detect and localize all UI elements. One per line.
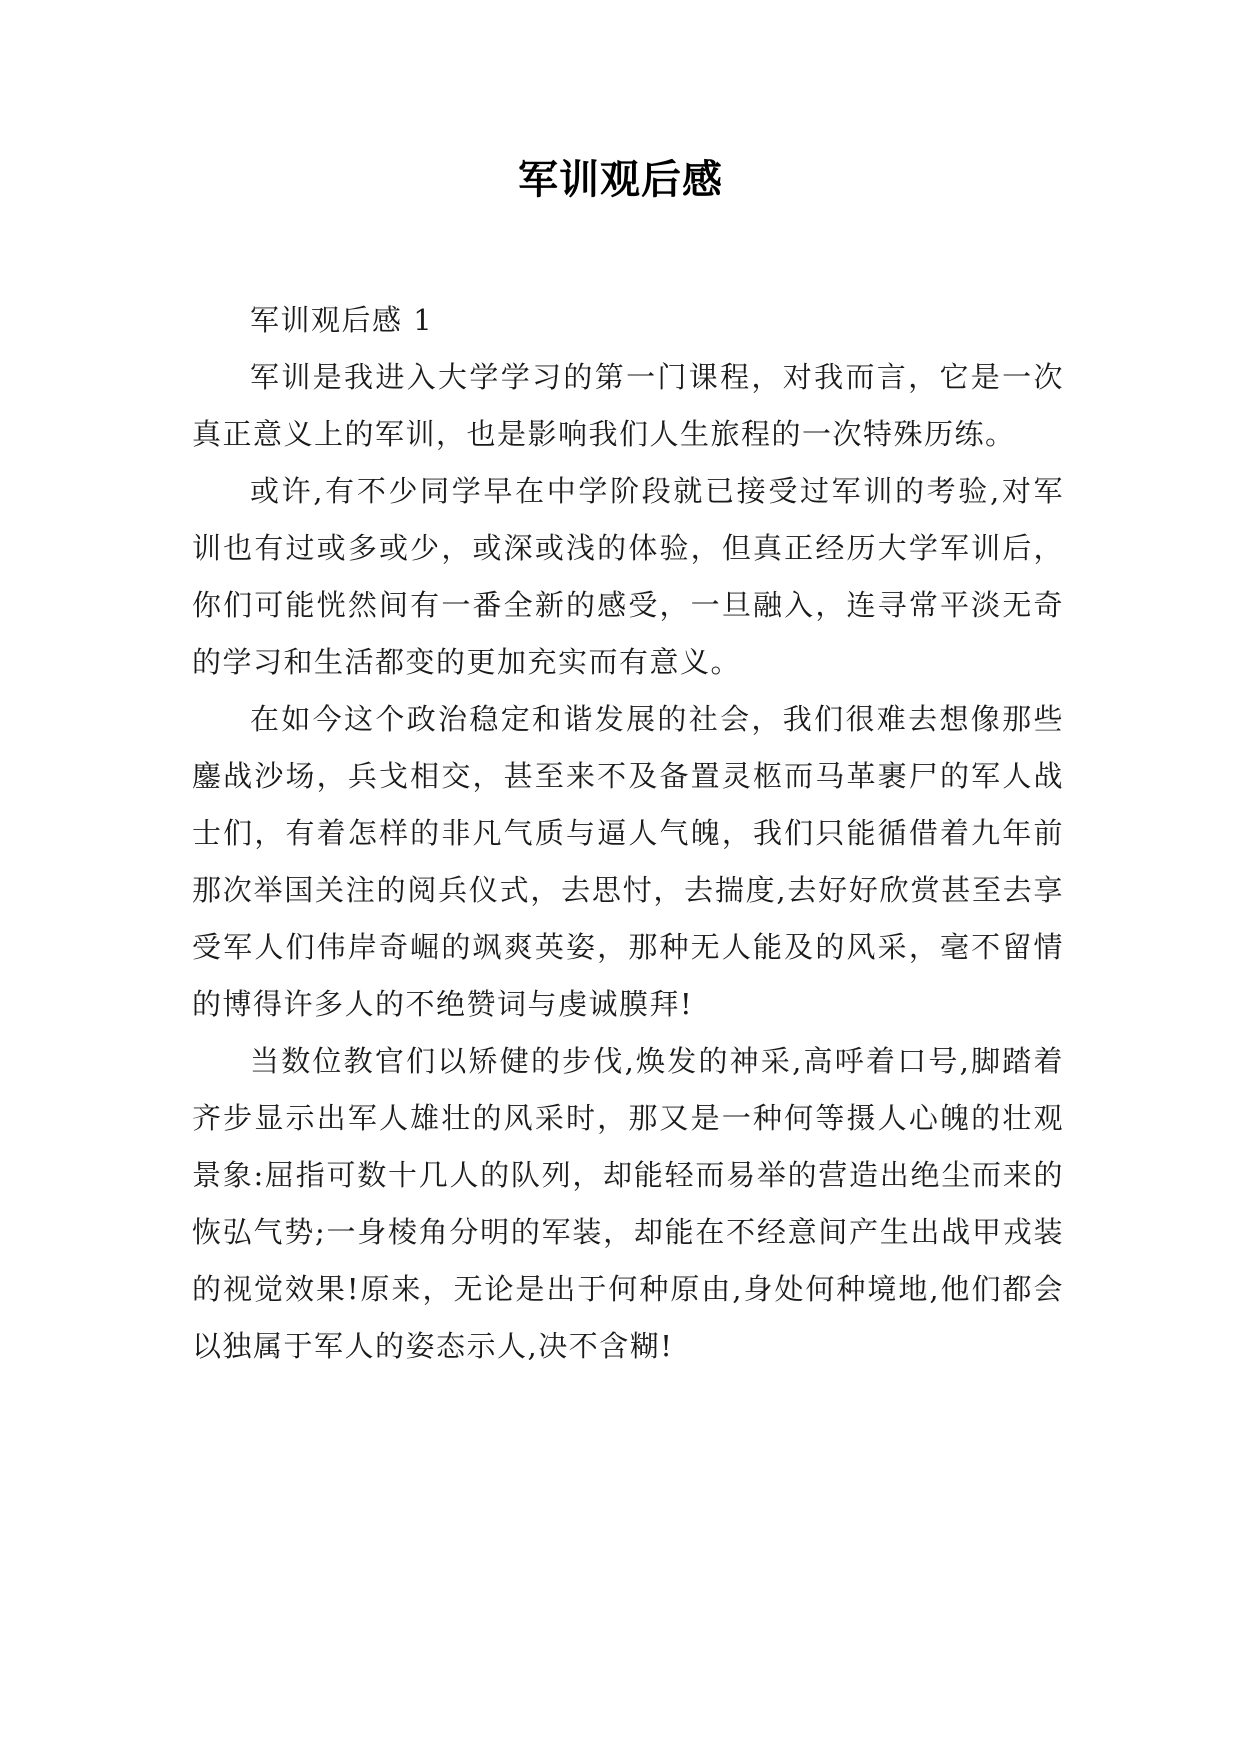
document-body [192, 292, 1064, 1375]
paragraph: 当数位教官们以矫健的步伐,焕发的神采,高呼着口号,脚踏着齐步显示出军人雄壮的风采时，那又是一种何等摄人心魄的壮观景象:屈指可数十几人的队列，却能轻而易举的营造出绝尘而来的恢弘气势;一身棱角分明的军装，却能在不经意间产生出战甲戎装的视觉效果!原来，无论是出于何种原由,身处何种境地,他们都会以独属于军人的姿态示人,决不含糊! [192, 1044, 1064, 1363]
document-title: 军训观后感 [518, 157, 723, 203]
paragraph: 在如今这个政治稳定和谐发展的社会，我们很难去想像那些鏖战沙场，兵戈相交，甚至来不及备置灵柩而马革裹尸的军人战士们，有着怎样的非凡气质与逼人气魄，我们只能循借着九年前那次举国关注的阅兵仪式，去思忖，去揣度,去好好欣赏甚至去享受军人们伟岸奇崛的飒爽英姿，那种无人能及的风采，毫不留情的博得许多人的不绝赞词与虔诚膜拜! [192, 702, 1064, 1021]
paragraph: 军训是我进入大学学习的第一门课程，对我而言，它是一次真正意义上的军训，也是影响我们人生旅程的一次特殊历练。 [192, 360, 1064, 451]
section-heading: 军训观后感 1 [250, 303, 434, 337]
paragraph: 或许,有不少同学早在中学阶段就已接受过军训的考验,对军训也有过或多或少，或深或浅的体验，但真正经历大学军训后，你们可能恍然间有一番全新的感受，一旦融入，连寻常平淡无奇的学习和生活都变的更加充实而有意义。 [192, 474, 1064, 679]
